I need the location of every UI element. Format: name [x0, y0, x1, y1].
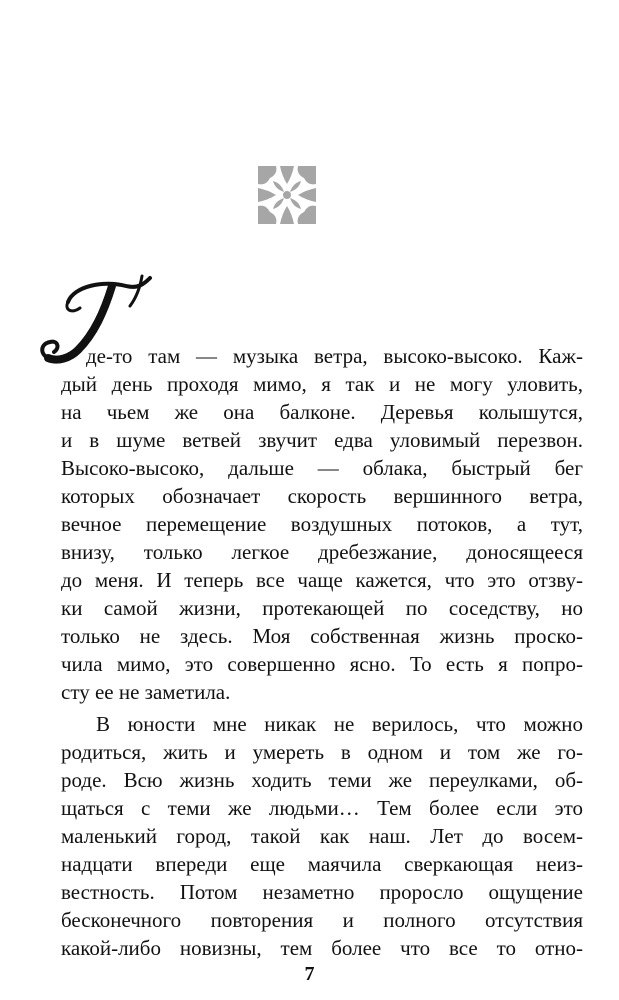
- text-line: сту ее не заметила.: [61, 680, 231, 704]
- text-line: надцати впереди еще маячила сверкающая неиз-: [61, 852, 583, 876]
- text-line: маленький город, такой как наш. Лет до восем-: [61, 824, 583, 848]
- text-line: Высоко-высоко, дальше — облака, быстрый бег: [61, 456, 583, 480]
- text-line: вестность. Потом незаметно проросло ощущение: [61, 880, 583, 904]
- text-line: какой-либо новизны, тем более что все то отно-: [61, 936, 583, 960]
- text-line: только не здесь. Моя собственная жизнь проско-: [61, 624, 583, 648]
- text-line: роде. Всю жизнь ходить теми же переулками, об-: [61, 768, 583, 792]
- text-line: дый день проходя мимо, я так и не могу уловить,: [61, 372, 583, 396]
- text-line: В юности мне никак не верилось, что можно: [96, 712, 583, 736]
- text-line: вечное перемещение воздушных потоков, а тут,: [61, 512, 583, 536]
- text-line: щаться с теми же людьми… Тем более если это: [61, 796, 583, 820]
- text-line: и в шуме ветвей звучит едва уловимый перезвон.: [61, 428, 583, 452]
- text-line: де-то там — музыка ветра, высоко-высоко. Каж-: [86, 344, 583, 368]
- page-number: 7: [304, 963, 315, 985]
- text-line: которых обозначает скорость вершинного ветра,: [61, 484, 583, 508]
- text-line: родиться, жить и умереть в одном и том же го-: [61, 740, 583, 764]
- text-line: до меня. И теперь все чаще кажется, что это отзву-: [61, 568, 583, 592]
- text-line: внизу, только легкое дребезжание, доносящееся: [61, 540, 583, 564]
- text-line: ки самой жизни, протекающей по соседству, но: [61, 596, 583, 620]
- text-line: на чьем же она балконе. Деревья колышутся,: [61, 400, 583, 424]
- text-line: чила мимо, это совершенно ясно. То есть я попро-: [61, 652, 583, 676]
- text-line: бесконечного повторения и полного отсутствия: [61, 908, 583, 932]
